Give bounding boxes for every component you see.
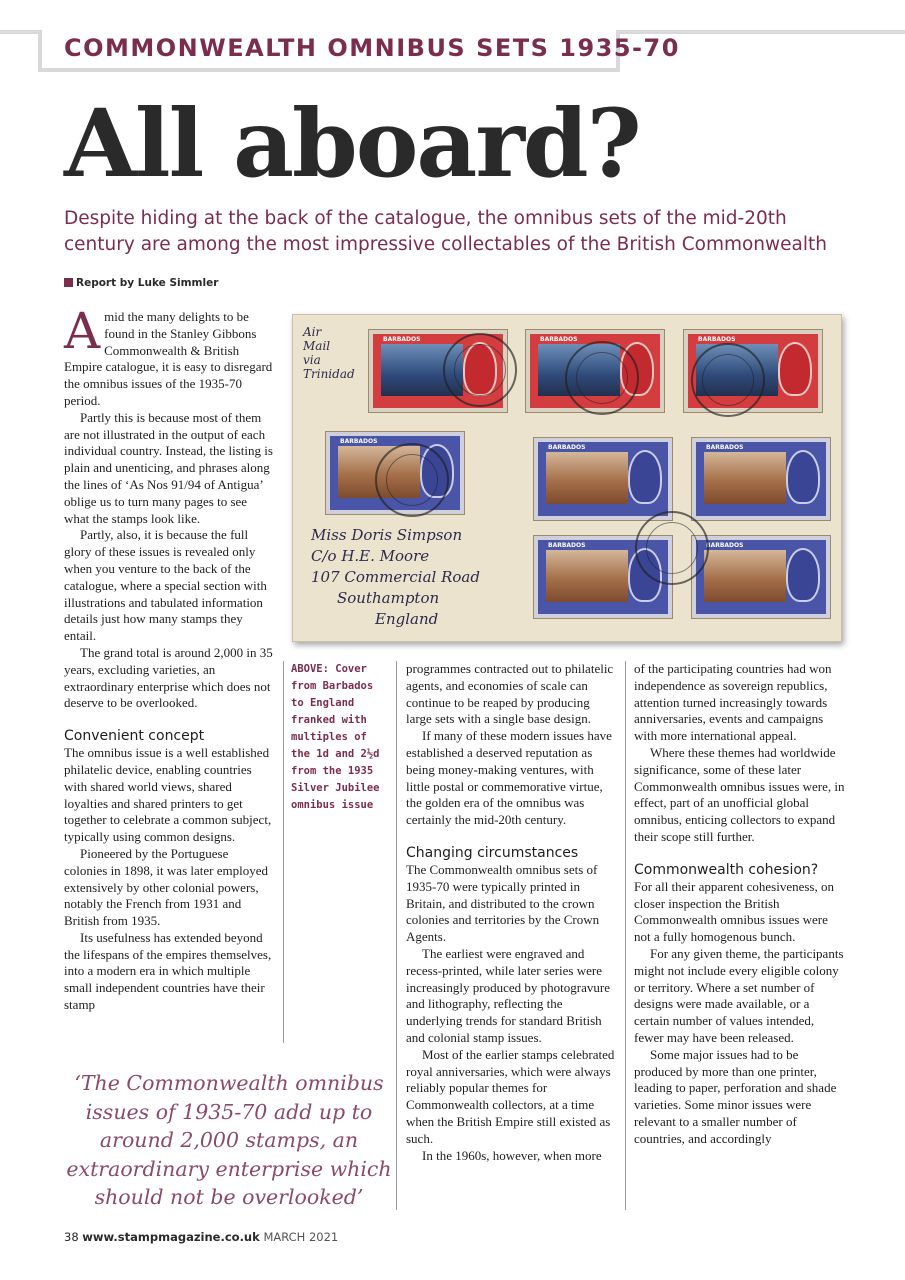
paragraph: The omnibus issue is a well established philatelic device, enabling countries with shared world views, shared loyalties and shared printers to get together to celebrate a common subject, typically using common designs.: [64, 745, 272, 845]
postmark: [443, 333, 517, 407]
paragraph: Where these themes had worldwide significance, some of these later Commonwealth omnibus issues were, in effect, part of an unofficial global omnibus, enticing collectors to expand their scope still further.: [634, 744, 845, 844]
stamp-1d: BARBADOS: [368, 329, 508, 413]
byline-text: Report by Luke Simmler: [76, 277, 219, 289]
airmail-handwriting: Air Mail via Trinidad: [303, 325, 355, 381]
subheading-convenient-concept: Convenient concept: [64, 728, 205, 745]
stamp-2-half-d: BARBADOS: [533, 535, 673, 619]
paragraph: Amid the many delights to be found in the Stanley Gibbons Commonwealth & British Empire catalogue, it is easy to disregard the omnibus issues of the 1935-70 period.: [64, 302, 273, 408]
page-number: 38: [64, 1230, 79, 1244]
stamp-2-half-d: BARBADOS: [533, 437, 673, 521]
headline: All aboard?: [64, 89, 640, 199]
paragraph: For all their apparent cohesiveness, on closer inspection the British Commonwealth omnibus issues were not a fully homogenous bunch.: [634, 878, 834, 945]
paragraph: Pioneered by the Portuguese colonies in 1898, it was later employed extensively by other colonial powers, notably the French from 1931 and British from 1935.: [64, 845, 268, 929]
article-column-4: [634, 661, 846, 1148]
address-handwriting: Miss Doris Simpson C/o H.E. Moore 107 Commercial Road Southampton England: [311, 526, 480, 628]
header-rule-left: [0, 30, 38, 34]
paragraph: If many of these modern issues have established a deserved reputation as being money-making ventures, with little postal or commemorative virtue, the golden era of the omnibus was certainly the mid-20th century.: [406, 728, 612, 828]
paragraph: The Commonwealth omnibus sets of 1935-70 were typically printed in Britain, and distributed to the crown colonies and territories by the Crown Agents.: [406, 861, 600, 945]
paragraph: Its usefulness has extended beyond the lifespans of the empires themselves, into a modern era in which multiple small independent countries have their stamp: [64, 929, 272, 1013]
column-rule: [396, 661, 397, 1210]
subheading-changing-circumstances: Changing circumstances: [406, 844, 579, 861]
postmark: [691, 343, 765, 417]
byline: [64, 277, 218, 289]
image-caption: ABOVE: Cover from Barbados to England franked with multiples of the 1d and 2½d from the 1935 Silver Jubilee omnibus issue: [291, 663, 380, 811]
standfirst: Despite hiding at the back of the catalogue, the omnibus sets of the mid-20th century are among the most impressive collectables of the British Commonwealth: [64, 208, 827, 255]
paragraph: programmes contracted out to philatelic agents, and economies of scale can continue to be reaped by producing large sets with a single base design.: [406, 661, 614, 727]
stamp-2-half-d: BARBADOS: [691, 535, 831, 619]
article-column-3: [406, 661, 618, 1164]
column-rule: [625, 661, 626, 1210]
stamp-1d: BARBADOS: [683, 329, 823, 413]
column-rule: [283, 661, 284, 1043]
issue-date: MARCH 2021: [263, 1230, 339, 1244]
pull-quote: ‘The Commonwealth omnibus issues of 1935-70 add up to around 2,000 stamps, an extraordinary enterprise which should not be overlooked’: [66, 1071, 392, 1209]
section-label: COMMONWEALTH OMNIBUS SETS 1935-70: [64, 34, 680, 62]
postmark: [565, 341, 639, 415]
website-link[interactable]: www.stampmagazine.co.uk: [82, 1230, 260, 1244]
paragraph: of the participating countries had won independence as sovereign republics, attention turned increasingly towards anniversaries, events and campaigns with more international appeal.: [634, 661, 832, 744]
stamp-1d: BARBADOS: [525, 329, 665, 413]
paragraph: Partly this is because most of them are not illustrated in the output of each individual country. Instead, the listing is plain and unenticing, and phrases along the lines of ‘As Nos 91/94 of Antigua’ oblige us to turn many pages to see what the stamps look like.: [64, 409, 273, 526]
subheading-commonwealth-cohesion: Commonwealth cohesion?: [634, 861, 819, 878]
byline-square-icon: [64, 278, 73, 287]
paragraph: In the 1960s, however, when more: [422, 1147, 602, 1163]
paragraph: Most of the earlier stamps celebrated royal anniversaries, which were always reliably popular themes for Commonwealth collectors, at a time when the British Empire still existed as such.: [406, 1046, 615, 1146]
drop-cap: A: [64, 302, 101, 360]
paragraph: The grand total is around 2,000 in 35 years, excluding varieties, an extraordinary enterprise which does not deserve to be overlooked.: [64, 644, 273, 711]
paragraph: Partly, also, it is because the full glory of these issues is revealed only when you venture to the back of the catalogue, where a special section with illustrations and tabulated information details just how many stamps they entail.: [64, 527, 267, 644]
postmark: [635, 511, 709, 585]
stamp-2-half-d: BARBADOS: [691, 437, 831, 521]
cover-photo: [292, 314, 842, 642]
page-footer: [64, 1230, 338, 1244]
paragraph: The earliest were engraved and recess-printed, while later series were increasingly produced by photogravure and lithography, reflecting the underlying trends for standard British and colonial stamp issues.: [406, 945, 610, 1045]
paragraph: For any given theme, the participants might not include every eligible colony or territory. Where a set number of designs were made available, or a certain number of values intended, fewer may have been released.: [634, 945, 844, 1045]
stamp-2-half-d: BARBADOS: [325, 431, 465, 515]
postmark: [375, 443, 449, 517]
paragraph: Some major issues had to be produced by more than one printer, leading to paper, perforation and shade varieties. Some minor issues were relevant to a smaller number of countries, and accordingly: [634, 1046, 837, 1146]
article-column-1: [64, 302, 274, 1014]
